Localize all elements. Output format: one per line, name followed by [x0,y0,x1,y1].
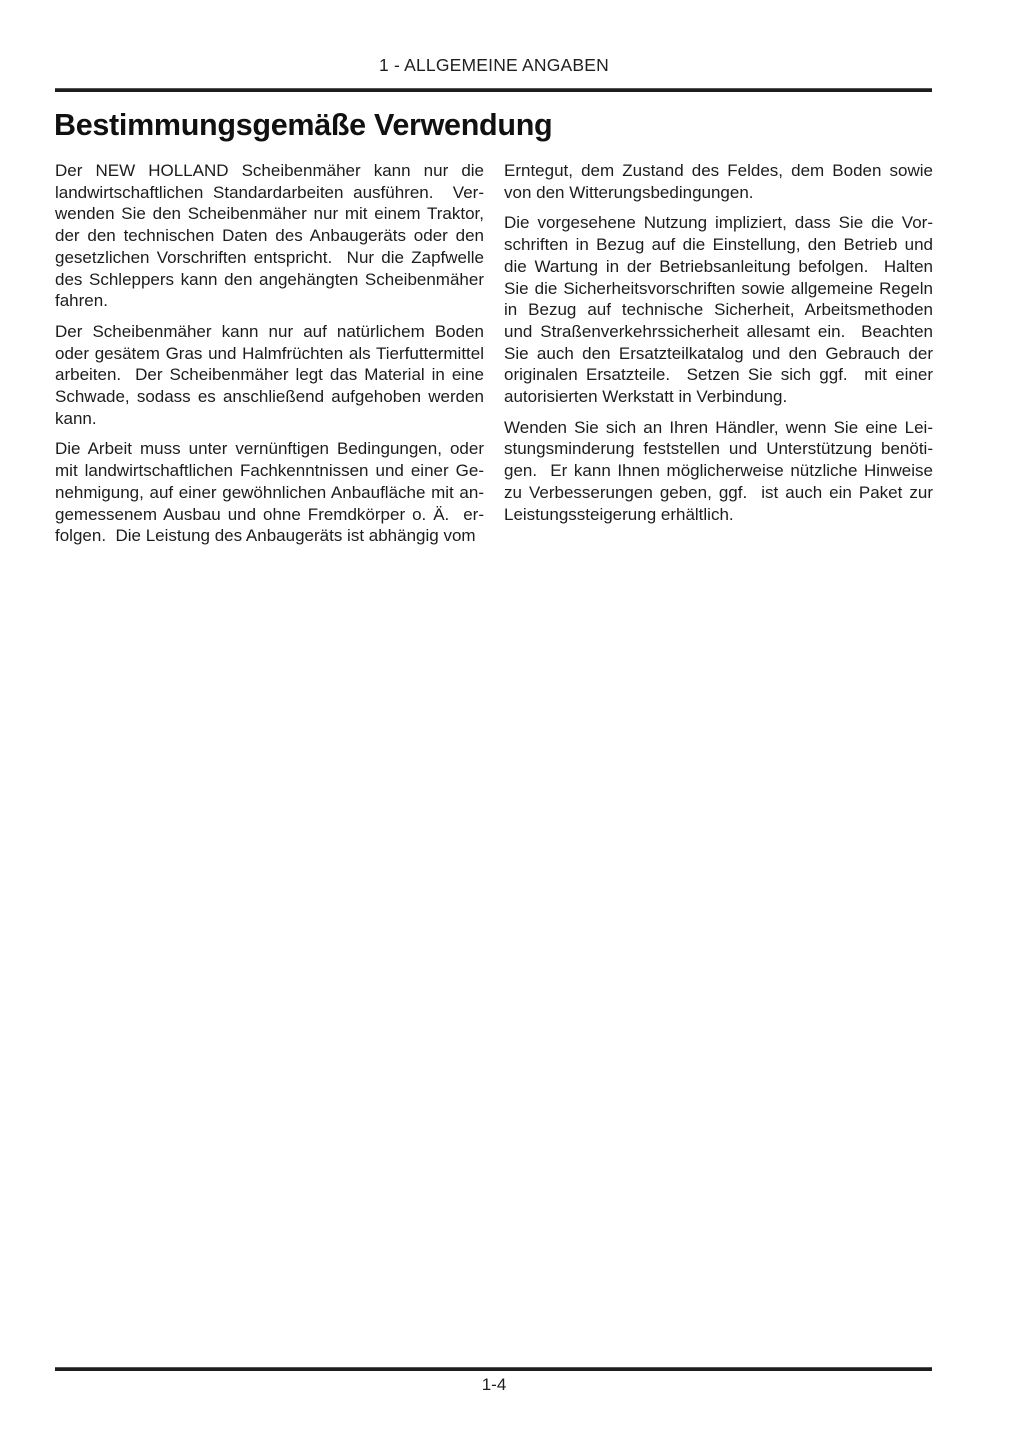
text-columns [55,160,933,556]
paragraph-left-1: Der NEW HOLLAND Scheibenmäher kann nur die landwirtschaftlichen Standardarbeiten ausführen. Verwenden Sie den Scheibenmäher nur mit einem Traktor, der den technischen Daten des Anbaugeräts oder den gesetzlichen Vorschriften entspricht. Nur die Zapfwelle des Schleppers kann den angehängten Scheibenmäher fahren. [55,161,484,311]
paragraph-right-2: Die vorgesehene Nutzung impliziert, dass Sie die Vorschriften in Bezug auf die Einstellung, den Betrieb und die Wartung in der Betriebsanleitung befolgen. Halten Sie die Sicherheitsvorschriften sowie allgemeine Regeln in Bezug auf technische Sicherheit, Arbeitsmethoden und Straßenverkehrssicherheit allesamt ein. Beachten Sie auch den Ersatzteilkatalog und den Gebrauch der originalen Ersatzteile. Setzen Sie sich ggf. mit einer autorisierten Werkstatt in Verbindung. [504,213,933,407]
section-title: Bestimmungsgemäße Verwendung [54,108,553,142]
page-number: 1-4 [481,1375,507,1394]
paragraph-left-3: Die Arbeit muss unter vernünftigen Bedingungen, oder mit landwirtschaftlichen Fachkenntnissen und einer Genehmigung, auf einer gewöhnlichen Anbaufläche mit angemessenem Ausbau und ohne Fremdkörper o. Ä. erfolgen. Die Leistung des Anbaugeräts ist abhängig vom [55,439,484,546]
footer-divider [55,1367,932,1371]
paragraph-left-2: Der Scheibenmäher kann nur auf natürlichem Boden oder gesätem Gras und Halmfrüchten als Tierfuttermittel arbeiten. Der Scheibenmäher legt das Material in eine Schwade, sodass es anschließend aufgehoben werden kann. [55,321,484,428]
running-header: 1 - ALLGEMEINE ANGABEN [378,55,610,75]
paragraph-right-1: Erntegut, dem Zustand des Feldes, dem Boden sowie von den Witterungsbedingungen. [504,161,933,202]
left-column [55,160,484,556]
paragraph-right-3: Wenden Sie sich an Ihren Händler, wenn Sie eine Leistungsminderung feststellen und Unterstützung benötigen. Er kann Ihnen möglicherweise nützliche Hinweise zu Verbesserungen geben, ggf. ist auch ein Paket zur Leistungssteigerung erhältlich. [504,417,933,524]
right-column [504,160,933,556]
header-divider [55,88,932,92]
